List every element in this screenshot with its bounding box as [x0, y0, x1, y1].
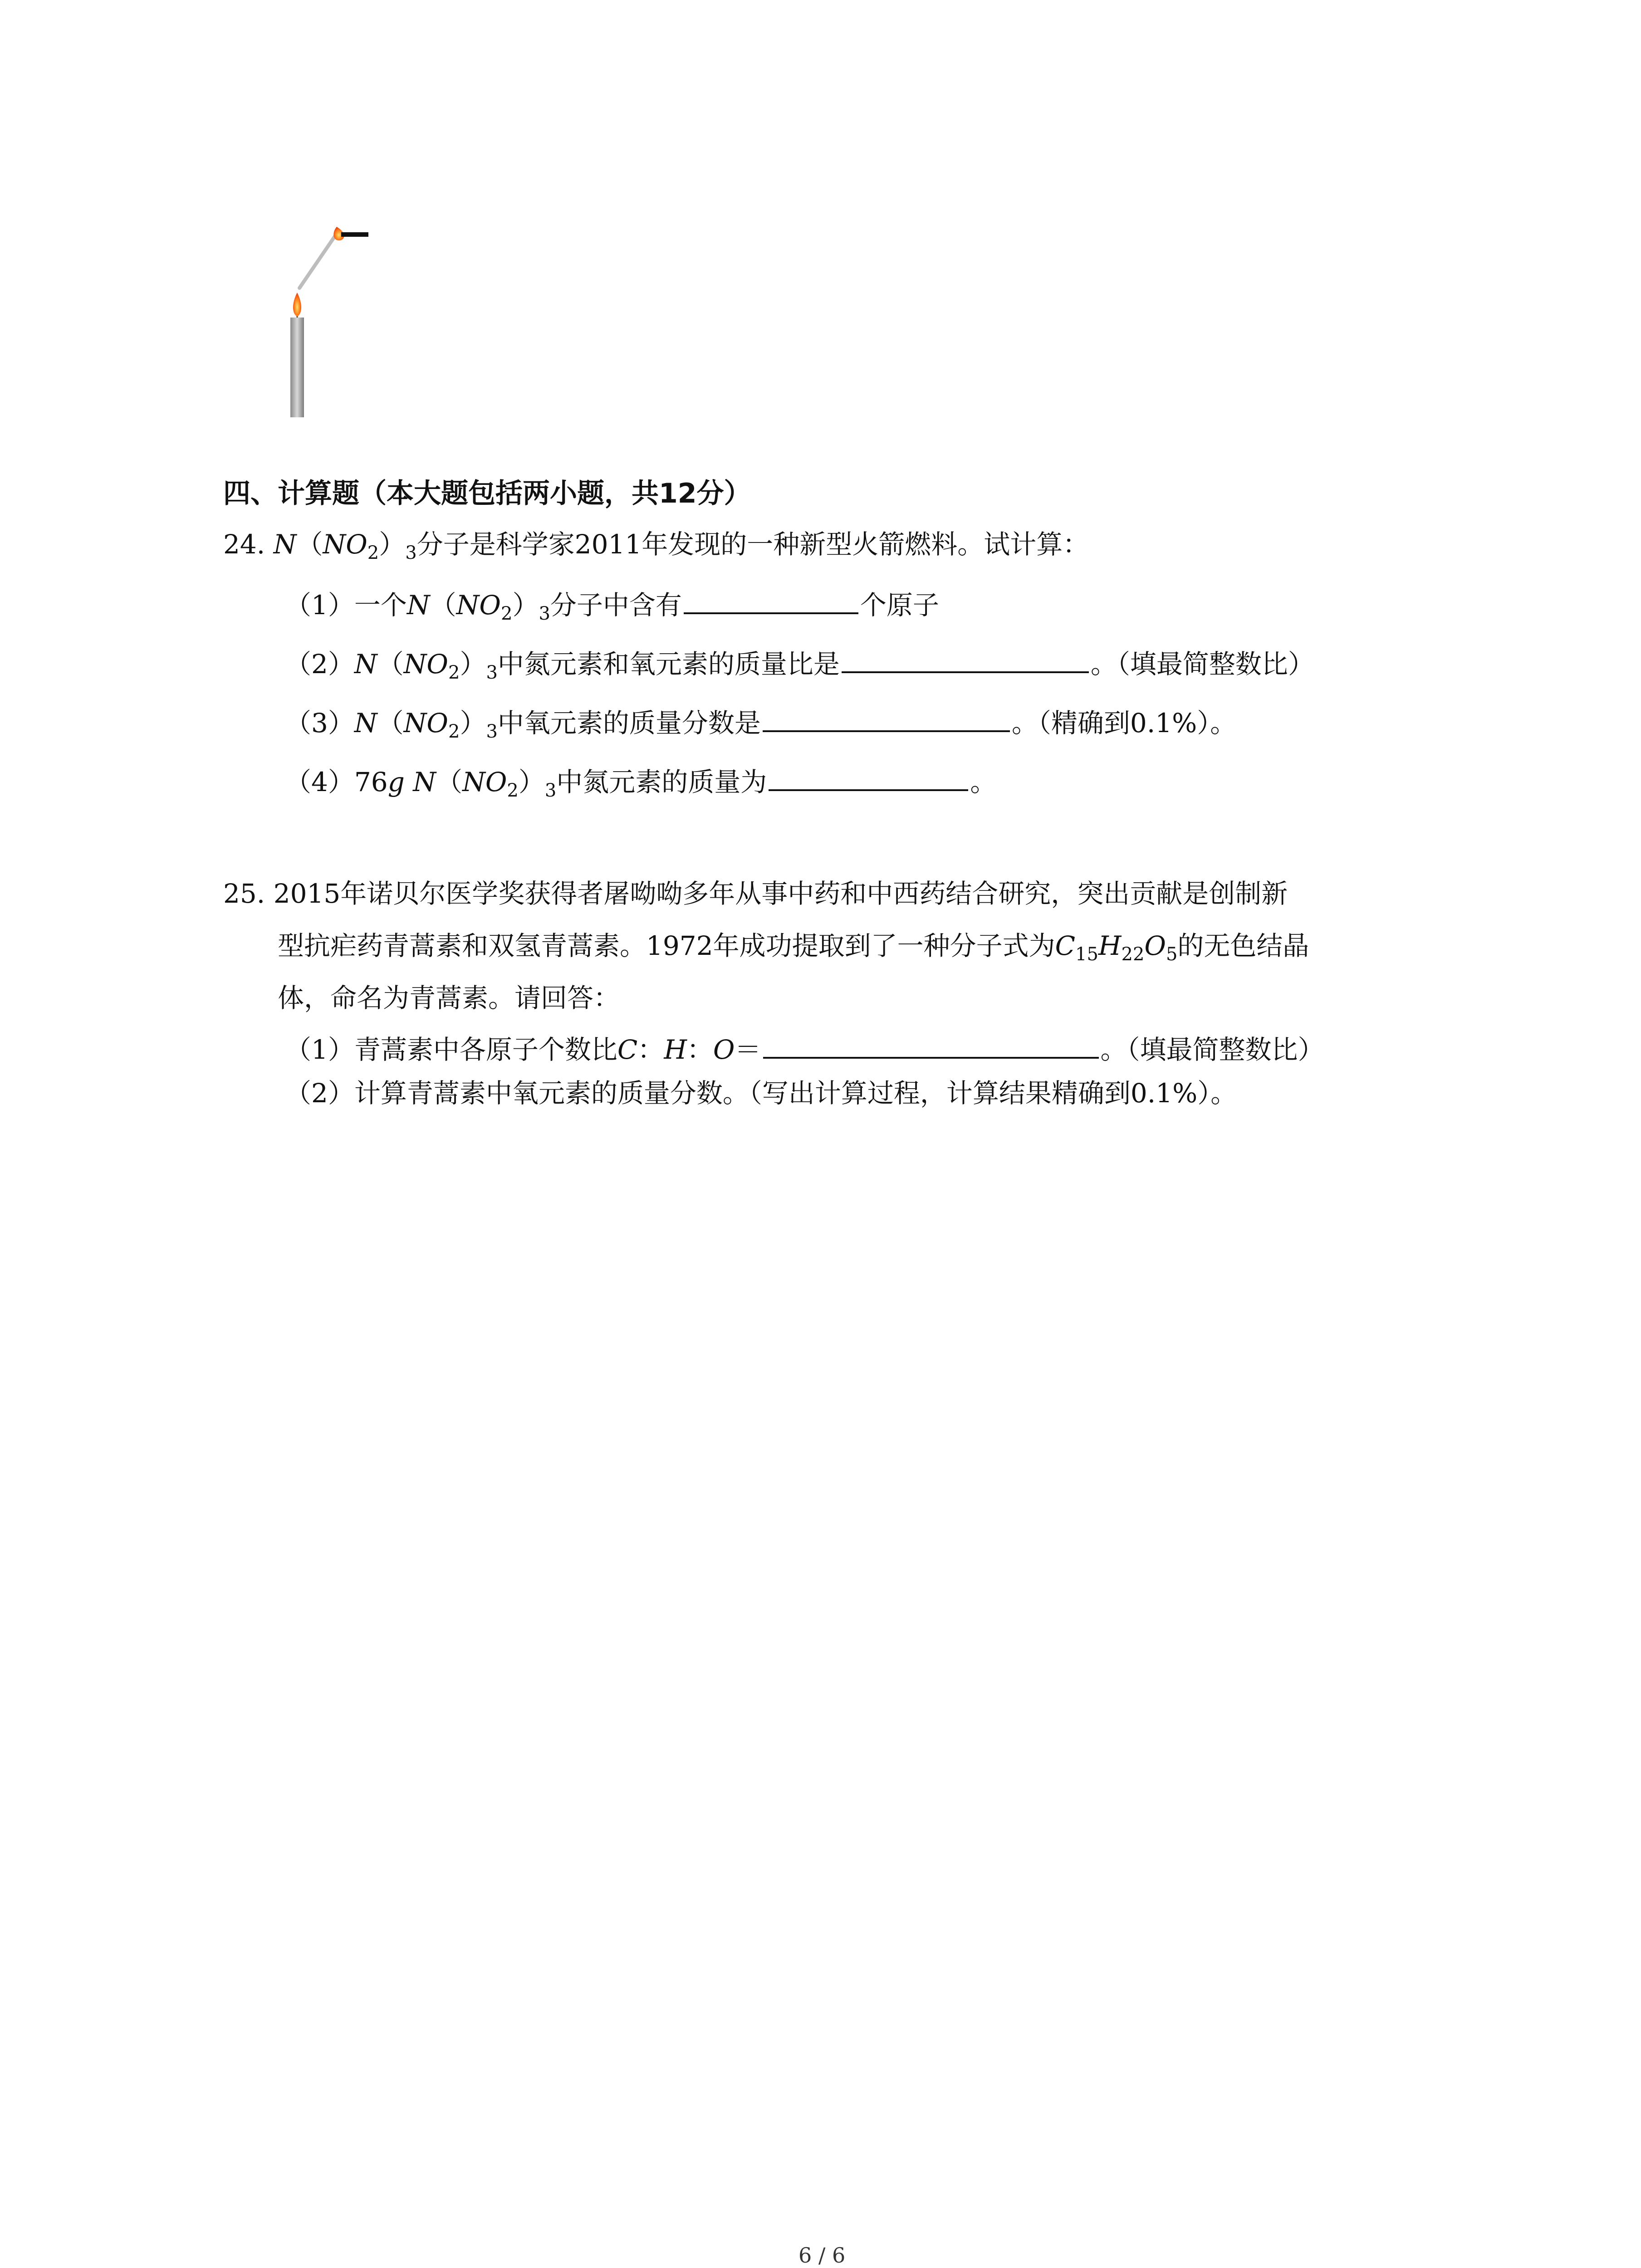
match-stick: [299, 234, 337, 288]
candle-flame: [293, 293, 301, 317]
q24-part4: （4）76g $N(NO_2)_3$中氮元素的质量为 。: [285, 762, 996, 809]
q24-part1-answer-blank[interactable]: [684, 585, 858, 614]
q24-part4-answer-blank[interactable]: [769, 762, 968, 791]
page-number: 6 / 6: [798, 2243, 846, 2268]
q24-part3-answer-blank[interactable]: [763, 703, 1010, 732]
candle-match-figure: [254, 213, 390, 422]
candle-body: [290, 318, 304, 417]
q25-part1-answer-blank[interactable]: [763, 1030, 1099, 1059]
q24-number: 24.: [223, 529, 265, 560]
q25-number: 25.: [223, 878, 265, 909]
q25-part2: （2）计算青蒿素中氧元素的质量分数。（写出计算过程，计算结果精确到0.1%）。: [285, 1078, 1237, 1109]
q24-part1: （1）一个$N(NO_2)_3$分子中含有 个原子: [285, 585, 939, 632]
q24-part2: $(2)N(NO_2)_3$中氮元素和氧元素的质量比是 。（填最简整数比）: [285, 644, 1314, 691]
q24-stem: 24. $N(NO_2)_3$分子是科学家2011年发现的一种新型火箭燃料。试计算：: [223, 529, 1089, 563]
q25-line2: 型抗疟药青蒿素和双氢青蒿素。1972年成功提取到了一种分子式为$C_{15}H_{22}O_5$的无色结晶: [278, 930, 1309, 965]
section-heading: 四、计算题（本大题包括两小题，共12分）: [223, 478, 751, 509]
q25-part1: （1）青蒿素中各原子个数比C：H：O＝ 。（填最简整数比）: [285, 1030, 1324, 1068]
q24-part2-answer-blank[interactable]: [842, 644, 1089, 673]
q25-line3: 体，命名为青蒿素。请回答：: [278, 982, 620, 1013]
q25-line1: 25. 2015年诺贝尔医学奖获得者屠呦呦多年从事中药和中西药结合研究，突出贡献是创制新: [223, 878, 1288, 909]
q24-part3: $(3)N(NO_2)_3$中氧元素的质量分数是 。（精确到0.1%）。: [285, 703, 1236, 750]
